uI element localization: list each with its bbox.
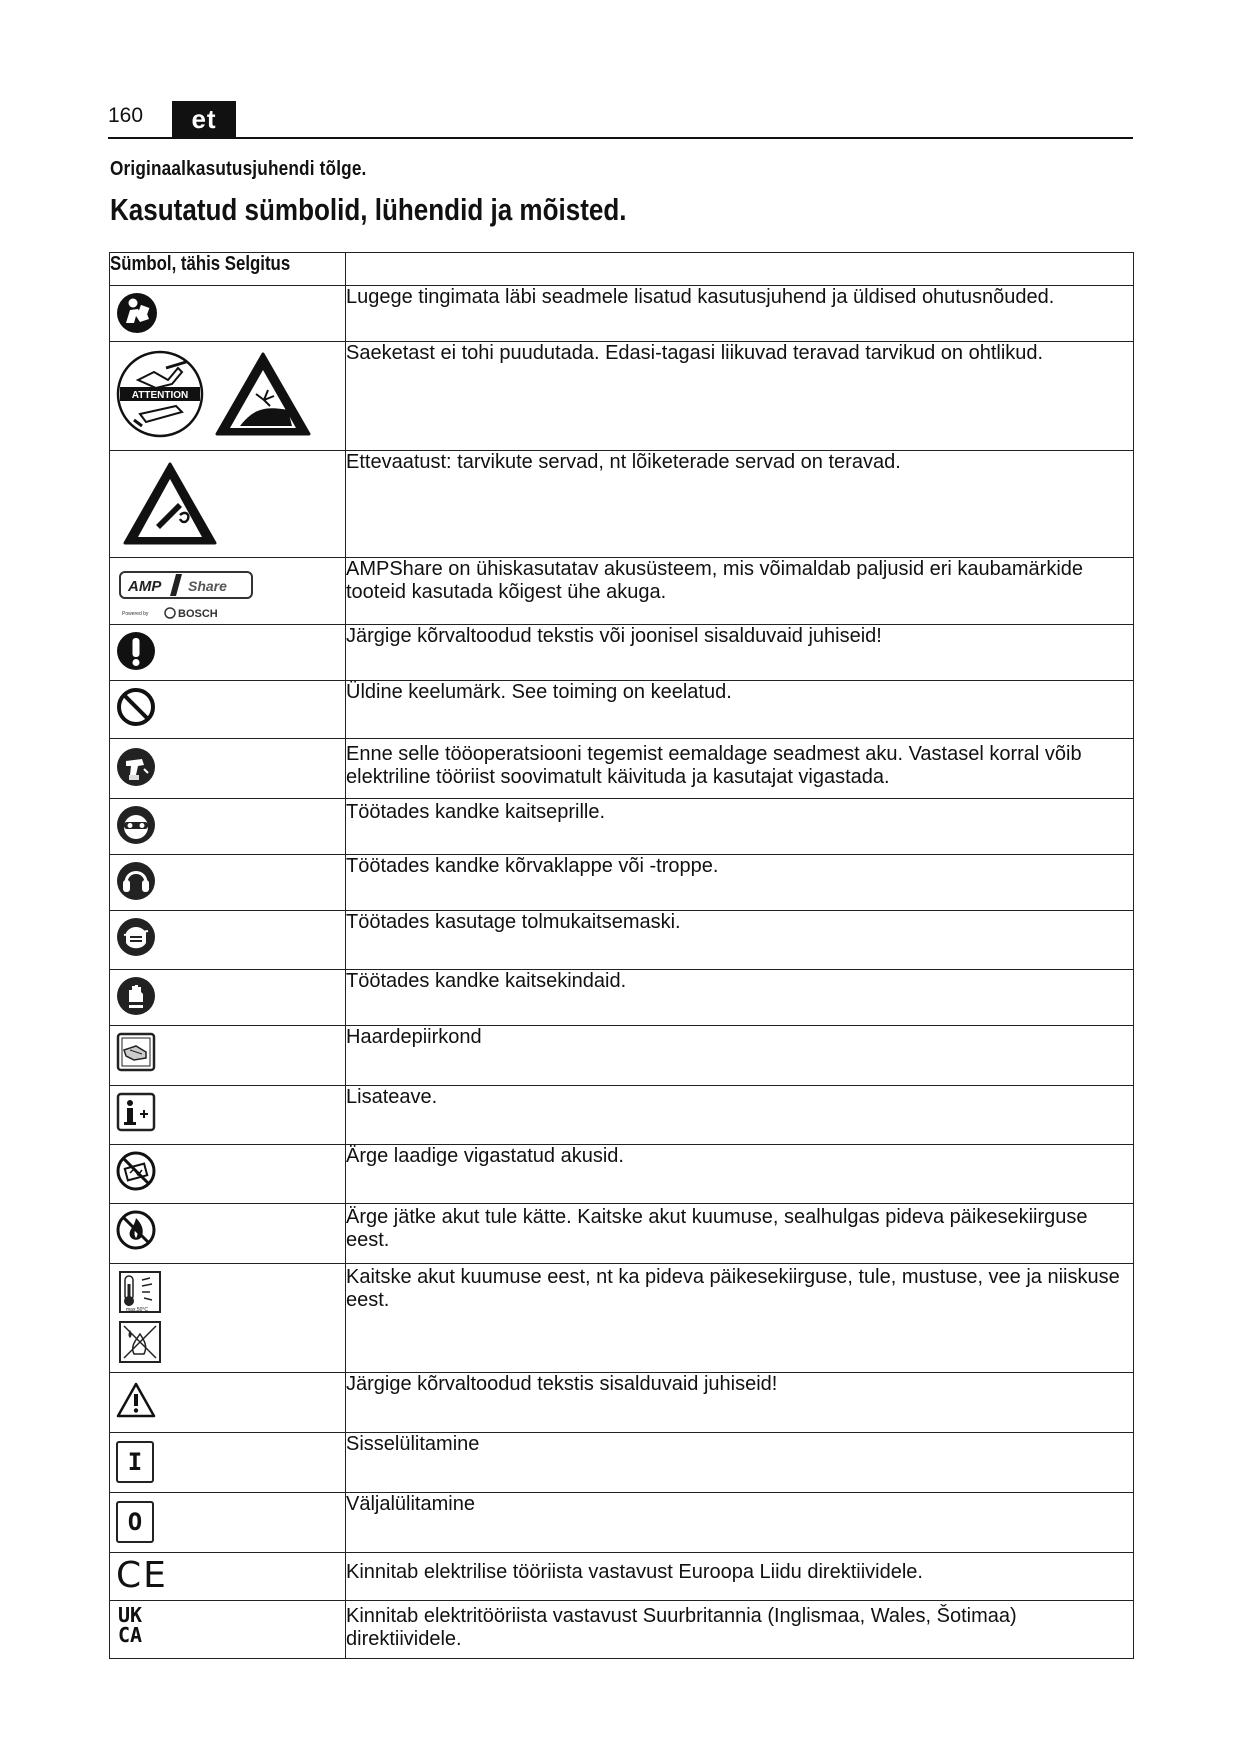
table-row — [110, 911, 1134, 970]
row-description: Enne selle tööoperatsiooni tegemist eemaldage seadmest aku. Vastasel korral võib elektriline tööriist soovimatult käivituda ja kasutajat vigastada. — [346, 739, 1134, 799]
row-description: Saeketast ei tohi puudutada. Edasi-tagasi liikuvad teravad tarvikud on ohtlikud. — [346, 342, 1134, 451]
power-on-icon: I — [116, 1441, 154, 1483]
row-description: AMPShare on ühiskasutatav akusüsteem, mis võimaldab paljusid eri kaubamärkide tooteid kasutada kõigest ühe akuga. — [346, 558, 1134, 625]
table-row — [110, 1433, 1134, 1493]
row-description: Järgige kõrvaltoodud tekstis sisalduvaid juhiseid! — [346, 1373, 1134, 1433]
symbols-table — [109, 252, 1134, 1659]
ampshare-powered-by-text: Powered by — [122, 611, 149, 617]
power-off-icon: O — [116, 1501, 154, 1543]
table-row — [110, 451, 1134, 558]
sharp-edges-warning-icon — [122, 461, 218, 547]
row-description: Lisateave. — [346, 1086, 1134, 1145]
table-row — [110, 1204, 1134, 1264]
read-manual-icon — [116, 292, 158, 334]
table-row — [110, 799, 1134, 855]
table-row — [110, 970, 1134, 1026]
row-description: Kaitske akut kuumuse eest, nt ka pideva päikesekiirguse, tule, mustuse, vee ja niiskuse eest. — [346, 1264, 1134, 1373]
grip-area-icon — [116, 1032, 156, 1072]
prohibition-icon — [116, 687, 156, 727]
ampshare-logo-icon — [118, 566, 258, 620]
row-description: Üldine keelumärk. See toiming on keelatud. — [346, 681, 1134, 739]
ukca-top: UK — [118, 1603, 143, 1627]
row-description: Ärge jätke akut tule kätte. Kaitske akut kuumuse, sealhulgas pideva päikesekiirguse eest. — [346, 1204, 1134, 1264]
document-subtitle: Originaalkasutusjuhendi tõlge. — [110, 158, 367, 180]
page-number: 160 — [108, 104, 144, 127]
row-description: Töötades kasutage tolmukaitsemaski. — [346, 911, 1134, 970]
remove-battery-icon — [116, 747, 156, 787]
row-description: Kinnitab elektrilise tööriista vastavust Euroopa Liidu direktiividele. — [346, 1553, 1134, 1601]
ukca-bottom: CA — [118, 1623, 143, 1647]
page-title: Kasutatud sümbolid, lühendid ja mõisted. — [110, 192, 627, 227]
table-row — [110, 1553, 1134, 1601]
ear-protection-icon — [116, 861, 156, 901]
warning-triangle-icon — [214, 350, 312, 438]
table-row — [110, 286, 1134, 342]
dust-mask-icon — [116, 917, 156, 957]
table-row — [110, 855, 1134, 911]
ampshare-brand-text: BOSCH — [178, 608, 218, 620]
table-row — [110, 1373, 1134, 1433]
table-row — [110, 1145, 1134, 1204]
row-description: Sisselülitamine — [346, 1433, 1134, 1493]
row-description: Väljalülitamine — [346, 1493, 1134, 1553]
attention-label: ATTENTION — [131, 390, 189, 401]
table-row — [110, 1026, 1134, 1086]
table-row — [110, 1264, 1134, 1373]
table-row — [110, 625, 1134, 681]
ampshare-share-text: Share — [188, 578, 227, 594]
row-description: Töötades kandke kaitseprille. — [346, 799, 1134, 855]
table-header-description — [346, 253, 1134, 286]
row-description: Töötades kandke kaitsekindaid. — [346, 970, 1134, 1026]
row-description: Järgige kõrvaltoodud tekstis või joonisel sisalduvaid juhiseid! — [346, 625, 1134, 681]
row-description: Haardepiirkond — [346, 1026, 1134, 1086]
no-damaged-battery-icon — [116, 1151, 156, 1191]
language-badge: et — [172, 101, 236, 137]
table-row — [110, 1601, 1134, 1659]
ce-mark-icon: CE — [116, 1555, 168, 1596]
temperature-icon — [118, 1270, 162, 1314]
protective-gloves-icon — [116, 976, 156, 1016]
header-rule — [108, 137, 1133, 139]
exclamation-icon — [116, 631, 156, 671]
no-fire-water-icon — [118, 1320, 162, 1364]
temperature-label: max.50°C — [126, 1307, 149, 1313]
row-description: Ärge laadige vigastatud akusid. — [346, 1145, 1134, 1204]
table-row — [110, 681, 1134, 739]
ampshare-amp-text: AMP — [128, 578, 162, 595]
no-fire-icon — [116, 1210, 156, 1250]
table-header-row — [110, 253, 1134, 286]
info-icon — [116, 1092, 156, 1132]
row-description: Lugege tingimata läbi seadmele lisatud kasutusjuhend ja üldised ohutusnõuded. — [346, 286, 1134, 342]
table-row — [110, 1493, 1134, 1553]
table-row — [110, 342, 1134, 451]
attention-saw-blade-icon — [116, 350, 204, 438]
table-header-symbol: Sümbol, tähis Selgitus — [110, 253, 346, 286]
ukca-mark-icon — [118, 1605, 142, 1645]
caution-triangle-icon — [116, 1381, 156, 1419]
table-row — [110, 1086, 1134, 1145]
table-row — [110, 558, 1134, 625]
safety-goggles-icon — [116, 805, 156, 845]
row-description: Kinnitab elektritööriista vastavust Suurbritannia (Inglismaa, Wales, Šotimaa) direktiividele. — [346, 1601, 1134, 1659]
row-description: Töötades kandke kõrvaklappe või -troppe. — [346, 855, 1134, 911]
table-row — [110, 739, 1134, 799]
row-description: Ettevaatust: tarvikute servad, nt lõiketerade servad on teravad. — [346, 451, 1134, 558]
